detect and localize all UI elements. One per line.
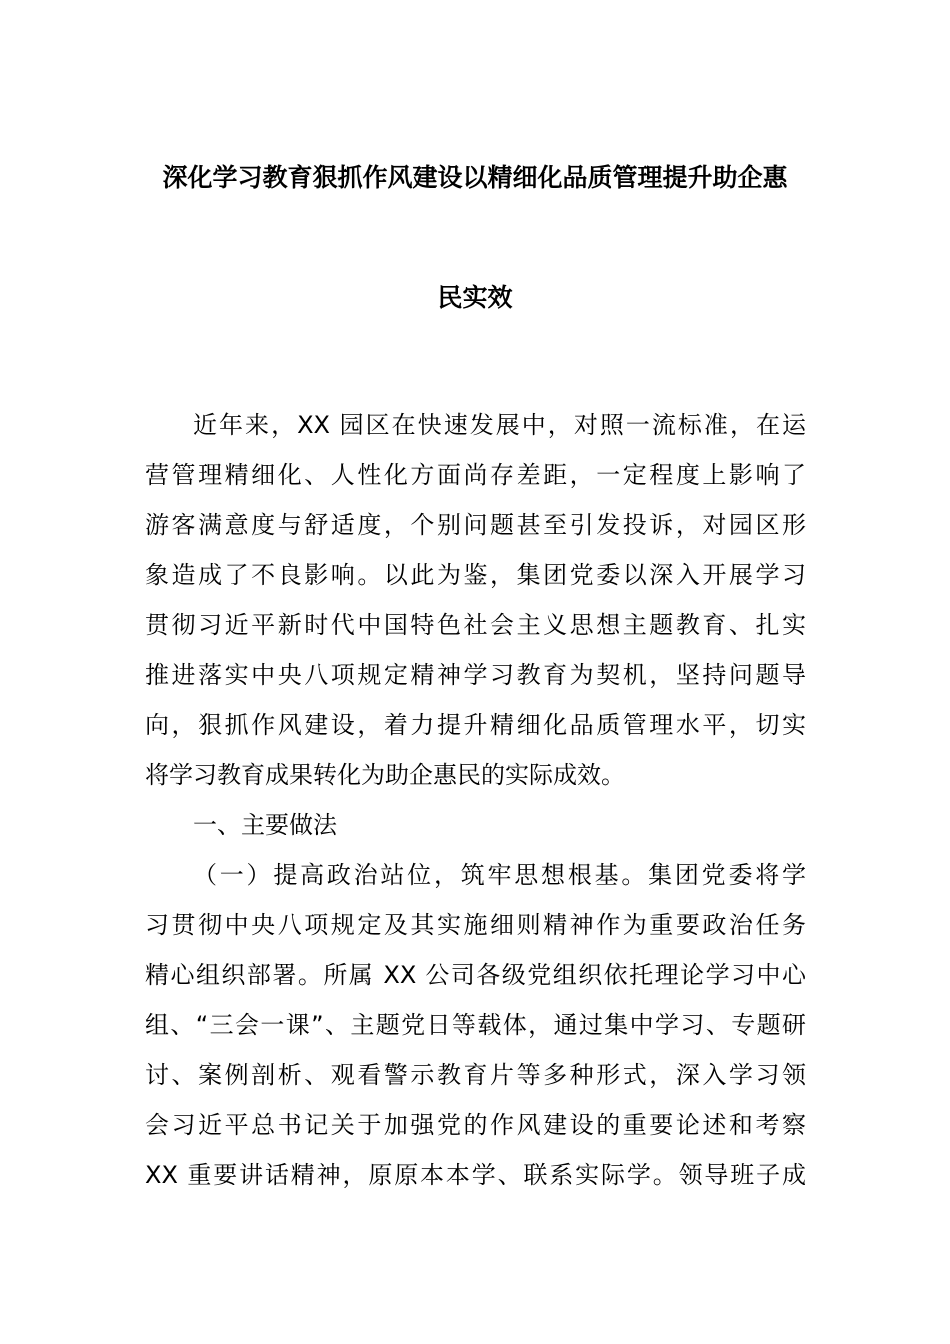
text-line: 组、“三会一课”、主题党日等载体，通过集中学习、专题研	[145, 1011, 806, 1039]
text-line: 将学习教育成果转化为助企惠民的实际成效。	[145, 761, 625, 789]
text-line: 营管理精细化、人性化方面尚存差距，一定程度上影响了	[145, 461, 806, 489]
text-line: 习贯彻中央八项规定及其实施细则精神作为重要政治任务	[145, 911, 806, 939]
text-line: 精心组织部署。所属 XX 公司各级党组织依托理论学习中心	[145, 961, 806, 989]
text-line: 推进落实中央八项规定精神学习教育为契机，坚持问题导	[145, 661, 806, 689]
text-line: 游客满意度与舒适度，个别问题甚至引发投诉，对园区形	[145, 511, 806, 539]
text-line: 向，狠抓作风建设，着力提升精细化品质管理水平，切实	[145, 711, 806, 739]
document-title-line-2: 民实效	[437, 283, 513, 312]
document-body	[145, 400, 806, 1200]
text-line: 讨、案例剖析、观看警示教育片等多种形式，深入学习领	[145, 1061, 806, 1089]
paragraph-intro	[145, 400, 806, 800]
heading-main-practices: 一、主要做法	[193, 811, 337, 839]
document-title-line-1: 深化学习教育狠抓作风建设以精细化品质管理提升助企惠	[162, 163, 788, 192]
text-line: 贯彻习近平新时代中国特色社会主义思想主题教育、扎实	[145, 611, 806, 639]
paragraph-political-stance	[145, 850, 806, 1200]
section-heading	[145, 800, 806, 850]
text-line: XX 重要讲话精神，原原本本学、联系实际学。领导班子成	[145, 1161, 806, 1189]
text-line: 近年来，XX 园区在快速发展中，对照一流标准，在运	[193, 411, 806, 439]
text-line: 象造成了不良影响。以此为鉴，集团党委以深入开展学习	[145, 561, 806, 589]
text-line: 会习近平总书记关于加强党的作风建设的重要论述和考察	[145, 1111, 806, 1139]
text-line: （一）提高政治站位，筑牢思想根基。集团党委将学	[193, 861, 806, 889]
